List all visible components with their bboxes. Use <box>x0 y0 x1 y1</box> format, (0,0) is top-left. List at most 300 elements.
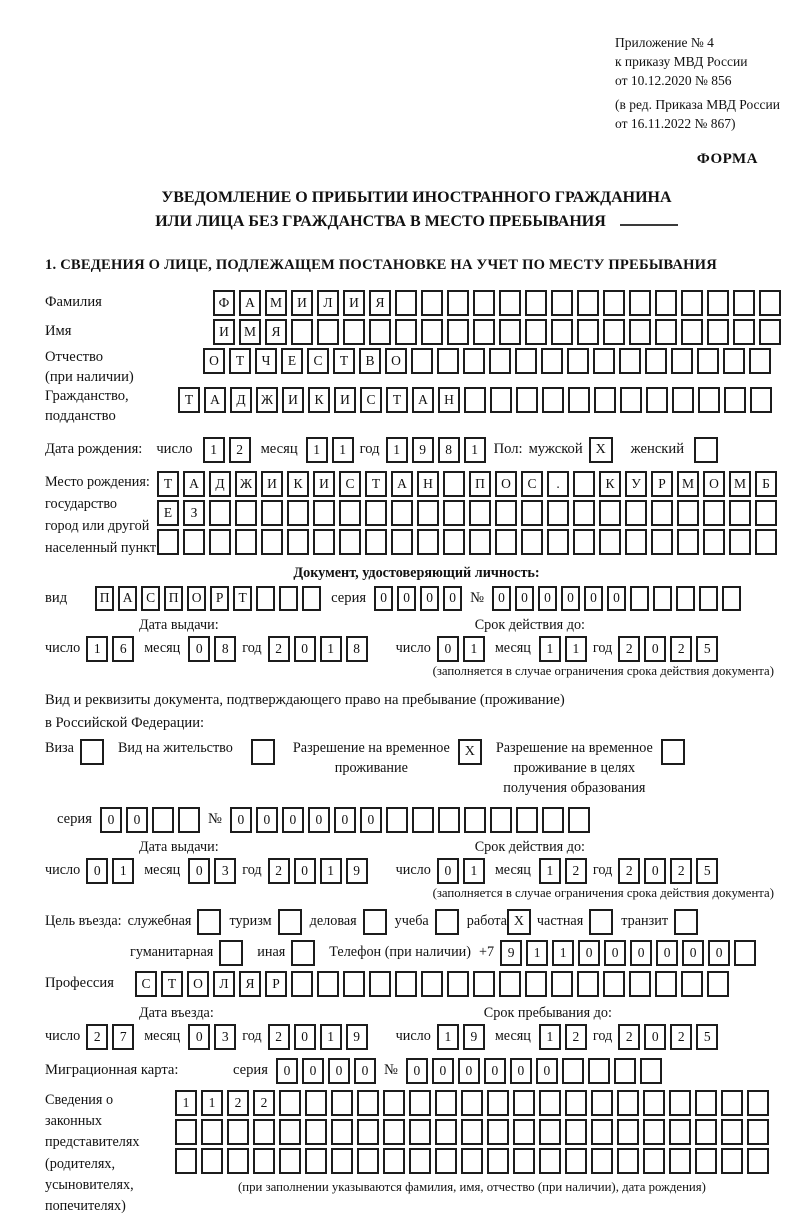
char-cell[interactable]: 2 <box>565 858 587 884</box>
char-cell[interactable]: 0 <box>406 1058 428 1084</box>
char-cell[interactable]: 1 <box>463 636 485 662</box>
char-cell[interactable]: 3 <box>214 1024 236 1050</box>
char-cell[interactable]: 1 <box>463 858 485 884</box>
char-cell[interactable] <box>513 1090 535 1116</box>
char-cell[interactable] <box>499 319 521 345</box>
char-cell[interactable] <box>591 1090 613 1116</box>
char-cell[interactable] <box>651 500 673 526</box>
char-cell[interactable] <box>157 529 179 555</box>
char-cell[interactable]: О <box>495 471 517 497</box>
char-cell[interactable] <box>733 290 755 316</box>
char-cell[interactable] <box>357 1119 379 1145</box>
char-cell[interactable]: А <box>391 471 413 497</box>
char-cell[interactable]: И <box>282 387 304 413</box>
char-cell[interactable]: М <box>265 290 287 316</box>
char-cell[interactable]: 2 <box>670 636 692 662</box>
char-cell[interactable]: Ч <box>255 348 277 374</box>
visa-checkbox[interactable] <box>80 739 104 765</box>
char-cell[interactable]: 0 <box>294 1024 316 1050</box>
char-cell[interactable] <box>591 1119 613 1145</box>
char-cell[interactable] <box>383 1119 405 1145</box>
char-cell[interactable]: Д <box>209 471 231 497</box>
char-cell[interactable]: 0 <box>188 636 210 662</box>
char-cell[interactable] <box>339 500 361 526</box>
char-cell[interactable] <box>515 348 537 374</box>
char-cell[interactable]: 0 <box>188 858 210 884</box>
purpose-official-checkbox[interactable] <box>197 909 221 935</box>
char-cell[interactable] <box>279 1119 301 1145</box>
char-cell[interactable] <box>593 348 615 374</box>
char-cell[interactable] <box>551 319 573 345</box>
char-cell[interactable] <box>630 586 649 611</box>
char-cell[interactable] <box>209 500 231 526</box>
char-cell[interactable]: 0 <box>360 807 382 833</box>
char-cell[interactable]: 0 <box>515 586 534 611</box>
char-cell[interactable]: Е <box>157 500 179 526</box>
char-cell[interactable] <box>343 971 365 997</box>
char-cell[interactable]: 2 <box>670 858 692 884</box>
char-cell[interactable] <box>525 971 547 997</box>
char-cell[interactable]: 0 <box>334 807 356 833</box>
purpose-private-checkbox[interactable] <box>589 909 613 935</box>
char-cell[interactable]: 2 <box>618 1024 640 1050</box>
char-cell[interactable] <box>409 1148 431 1174</box>
char-cell[interactable] <box>749 348 771 374</box>
char-cell[interactable] <box>567 348 589 374</box>
char-cell[interactable] <box>395 290 417 316</box>
char-cell[interactable] <box>386 807 408 833</box>
char-cell[interactable]: Ф <box>213 290 235 316</box>
char-cell[interactable] <box>183 529 205 555</box>
char-cell[interactable]: 0 <box>492 586 511 611</box>
char-cell[interactable] <box>487 1119 509 1145</box>
char-cell[interactable]: Т <box>386 387 408 413</box>
char-cell[interactable] <box>723 348 745 374</box>
purpose-transit-checkbox[interactable] <box>674 909 698 935</box>
char-cell[interactable]: 1 <box>320 858 342 884</box>
char-cell[interactable] <box>669 1148 691 1174</box>
char-cell[interactable] <box>755 500 777 526</box>
char-cell[interactable] <box>331 1090 353 1116</box>
char-cell[interactable] <box>629 319 651 345</box>
char-cell[interactable] <box>525 319 547 345</box>
char-cell[interactable]: 1 <box>552 940 574 966</box>
char-cell[interactable]: 0 <box>432 1058 454 1084</box>
char-cell[interactable] <box>603 319 625 345</box>
char-cell[interactable]: 0 <box>437 636 459 662</box>
char-cell[interactable] <box>620 387 642 413</box>
char-cell[interactable]: Т <box>157 471 179 497</box>
char-cell[interactable]: 1 <box>539 636 561 662</box>
char-cell[interactable]: 2 <box>268 1024 290 1050</box>
char-cell[interactable] <box>625 529 647 555</box>
char-cell[interactable]: 0 <box>644 636 666 662</box>
char-cell[interactable]: 6 <box>112 636 134 662</box>
char-cell[interactable] <box>383 1148 405 1174</box>
char-cell[interactable] <box>463 348 485 374</box>
char-cell[interactable] <box>253 1148 275 1174</box>
char-cell[interactable]: 0 <box>86 858 108 884</box>
char-cell[interactable] <box>178 807 200 833</box>
char-cell[interactable] <box>588 1058 610 1084</box>
char-cell[interactable] <box>461 1090 483 1116</box>
char-cell[interactable] <box>256 586 275 611</box>
char-cell[interactable] <box>175 1119 197 1145</box>
char-cell[interactable] <box>253 1119 275 1145</box>
char-cell[interactable]: Т <box>229 348 251 374</box>
char-cell[interactable] <box>640 1058 662 1084</box>
char-cell[interactable] <box>464 807 486 833</box>
char-cell[interactable] <box>421 290 443 316</box>
char-cell[interactable] <box>305 1119 327 1145</box>
char-cell[interactable]: 0 <box>607 586 626 611</box>
char-cell[interactable] <box>733 319 755 345</box>
char-cell[interactable] <box>201 1148 223 1174</box>
char-cell[interactable] <box>707 971 729 997</box>
char-cell[interactable] <box>729 529 751 555</box>
char-cell[interactable]: 1 <box>306 437 328 463</box>
char-cell[interactable] <box>227 1148 249 1174</box>
char-cell[interactable]: А <box>239 290 261 316</box>
char-cell[interactable] <box>707 319 729 345</box>
char-cell[interactable]: 0 <box>644 858 666 884</box>
char-cell[interactable]: 0 <box>397 586 416 611</box>
char-cell[interactable]: 0 <box>294 858 316 884</box>
char-cell[interactable] <box>331 1148 353 1174</box>
char-cell[interactable] <box>698 387 720 413</box>
char-cell[interactable]: С <box>307 348 329 374</box>
char-cell[interactable] <box>369 971 391 997</box>
char-cell[interactable]: 0 <box>604 940 626 966</box>
char-cell[interactable]: 0 <box>578 940 600 966</box>
char-cell[interactable]: М <box>239 319 261 345</box>
char-cell[interactable] <box>461 1119 483 1145</box>
char-cell[interactable]: 1 <box>320 1024 342 1050</box>
char-cell[interactable] <box>677 529 699 555</box>
char-cell[interactable]: Л <box>317 290 339 316</box>
char-cell[interactable] <box>551 290 573 316</box>
char-cell[interactable]: И <box>213 319 235 345</box>
char-cell[interactable] <box>734 940 756 966</box>
char-cell[interactable]: 2 <box>565 1024 587 1050</box>
char-cell[interactable] <box>525 290 547 316</box>
char-cell[interactable] <box>435 1148 457 1174</box>
char-cell[interactable]: 1 <box>437 1024 459 1050</box>
char-cell[interactable] <box>365 529 387 555</box>
char-cell[interactable] <box>721 1148 743 1174</box>
char-cell[interactable] <box>703 500 725 526</box>
char-cell[interactable] <box>568 387 590 413</box>
char-cell[interactable] <box>365 500 387 526</box>
char-cell[interactable] <box>317 971 339 997</box>
char-cell[interactable] <box>411 348 433 374</box>
char-cell[interactable]: 1 <box>86 636 108 662</box>
char-cell[interactable] <box>313 500 335 526</box>
char-cell[interactable] <box>383 1090 405 1116</box>
char-cell[interactable]: К <box>599 471 621 497</box>
char-cell[interactable] <box>722 586 741 611</box>
char-cell[interactable] <box>671 348 693 374</box>
char-cell[interactable] <box>521 529 543 555</box>
char-cell[interactable]: Ж <box>256 387 278 413</box>
purpose-work-checkbox[interactable]: X <box>507 909 531 935</box>
char-cell[interactable] <box>669 1119 691 1145</box>
char-cell[interactable] <box>291 319 313 345</box>
char-cell[interactable] <box>287 500 309 526</box>
char-cell[interactable] <box>235 529 257 555</box>
char-cell[interactable]: К <box>308 387 330 413</box>
char-cell[interactable] <box>421 319 443 345</box>
char-cell[interactable]: 8 <box>214 636 236 662</box>
char-cell[interactable] <box>521 500 543 526</box>
char-cell[interactable] <box>565 1090 587 1116</box>
char-cell[interactable]: . <box>547 471 569 497</box>
char-cell[interactable] <box>681 319 703 345</box>
char-cell[interactable]: Т <box>365 471 387 497</box>
char-cell[interactable]: И <box>291 290 313 316</box>
char-cell[interactable] <box>489 348 511 374</box>
char-cell[interactable] <box>573 500 595 526</box>
char-cell[interactable]: Т <box>333 348 355 374</box>
char-cell[interactable] <box>461 1148 483 1174</box>
char-cell[interactable] <box>209 529 231 555</box>
char-cell[interactable]: 2 <box>268 858 290 884</box>
char-cell[interactable] <box>565 1148 587 1174</box>
char-cell[interactable]: 2 <box>227 1090 249 1116</box>
char-cell[interactable] <box>357 1090 379 1116</box>
char-cell[interactable] <box>577 971 599 997</box>
char-cell[interactable]: 1 <box>539 1024 561 1050</box>
char-cell[interactable] <box>747 1119 769 1145</box>
char-cell[interactable]: 5 <box>696 636 718 662</box>
male-checkbox[interactable]: X <box>589 437 613 463</box>
char-cell[interactable] <box>435 1119 457 1145</box>
char-cell[interactable] <box>409 1119 431 1145</box>
char-cell[interactable]: Н <box>438 387 460 413</box>
char-cell[interactable] <box>279 1148 301 1174</box>
char-cell[interactable] <box>681 971 703 997</box>
char-cell[interactable] <box>629 290 651 316</box>
char-cell[interactable] <box>305 1148 327 1174</box>
char-cell[interactable] <box>302 586 321 611</box>
char-cell[interactable]: 2 <box>618 858 640 884</box>
char-cell[interactable]: Р <box>210 586 229 611</box>
char-cell[interactable]: Я <box>265 319 287 345</box>
char-cell[interactable]: Т <box>178 387 200 413</box>
char-cell[interactable] <box>759 319 781 345</box>
char-cell[interactable] <box>617 1119 639 1145</box>
char-cell[interactable]: 1 <box>464 437 486 463</box>
char-cell[interactable] <box>747 1148 769 1174</box>
char-cell[interactable] <box>227 1119 249 1145</box>
char-cell[interactable] <box>646 387 668 413</box>
char-cell[interactable]: 1 <box>565 636 587 662</box>
char-cell[interactable] <box>568 807 590 833</box>
char-cell[interactable]: 8 <box>438 437 460 463</box>
char-cell[interactable]: 9 <box>346 1024 368 1050</box>
char-cell[interactable] <box>697 348 719 374</box>
char-cell[interactable]: 0 <box>682 940 704 966</box>
char-cell[interactable]: 2 <box>618 636 640 662</box>
char-cell[interactable] <box>339 529 361 555</box>
char-cell[interactable] <box>412 807 434 833</box>
char-cell[interactable]: 1 <box>201 1090 223 1116</box>
char-cell[interactable]: А <box>183 471 205 497</box>
char-cell[interactable]: 7 <box>112 1024 134 1050</box>
char-cell[interactable] <box>499 971 521 997</box>
char-cell[interactable]: 0 <box>561 586 580 611</box>
char-cell[interactable] <box>724 387 746 413</box>
char-cell[interactable] <box>699 586 718 611</box>
char-cell[interactable] <box>695 1119 717 1145</box>
char-cell[interactable] <box>447 290 469 316</box>
char-cell[interactable] <box>261 500 283 526</box>
char-cell[interactable] <box>695 1148 717 1174</box>
char-cell[interactable]: 1 <box>112 858 134 884</box>
char-cell[interactable] <box>409 1090 431 1116</box>
char-cell[interactable]: П <box>164 586 183 611</box>
char-cell[interactable]: З <box>183 500 205 526</box>
char-cell[interactable] <box>391 529 413 555</box>
char-cell[interactable] <box>447 971 469 997</box>
char-cell[interactable]: О <box>385 348 407 374</box>
char-cell[interactable] <box>541 348 563 374</box>
char-cell[interactable]: С <box>135 971 157 997</box>
char-cell[interactable] <box>672 387 694 413</box>
char-cell[interactable]: П <box>469 471 491 497</box>
char-cell[interactable]: 0 <box>484 1058 506 1084</box>
char-cell[interactable] <box>643 1119 665 1145</box>
char-cell[interactable]: 0 <box>584 586 603 611</box>
char-cell[interactable] <box>721 1119 743 1145</box>
char-cell[interactable] <box>261 529 283 555</box>
char-cell[interactable] <box>614 1058 636 1084</box>
char-cell[interactable] <box>703 529 725 555</box>
char-cell[interactable]: 0 <box>644 1024 666 1050</box>
purpose-business-checkbox[interactable] <box>363 909 387 935</box>
char-cell[interactable] <box>599 500 621 526</box>
char-cell[interactable] <box>331 1119 353 1145</box>
char-cell[interactable] <box>152 807 174 833</box>
char-cell[interactable]: А <box>412 387 434 413</box>
char-cell[interactable] <box>287 529 309 555</box>
char-cell[interactable] <box>495 500 517 526</box>
char-cell[interactable]: 0 <box>256 807 278 833</box>
char-cell[interactable] <box>594 387 616 413</box>
char-cell[interactable] <box>473 971 495 997</box>
char-cell[interactable]: А <box>118 586 137 611</box>
char-cell[interactable]: 0 <box>510 1058 532 1084</box>
char-cell[interactable] <box>643 1148 665 1174</box>
char-cell[interactable] <box>655 319 677 345</box>
char-cell[interactable] <box>603 290 625 316</box>
char-cell[interactable] <box>487 1090 509 1116</box>
char-cell[interactable]: 0 <box>328 1058 350 1084</box>
char-cell[interactable] <box>629 971 651 997</box>
char-cell[interactable] <box>539 1119 561 1145</box>
char-cell[interactable]: 5 <box>696 858 718 884</box>
char-cell[interactable] <box>681 290 703 316</box>
char-cell[interactable] <box>487 1148 509 1174</box>
char-cell[interactable]: 0 <box>302 1058 324 1084</box>
char-cell[interactable]: С <box>521 471 543 497</box>
char-cell[interactable] <box>619 348 641 374</box>
char-cell[interactable] <box>417 500 439 526</box>
char-cell[interactable] <box>443 529 465 555</box>
char-cell[interactable] <box>313 529 335 555</box>
char-cell[interactable]: 0 <box>100 807 122 833</box>
char-cell[interactable] <box>759 290 781 316</box>
char-cell[interactable] <box>513 1148 535 1174</box>
char-cell[interactable] <box>625 500 647 526</box>
char-cell[interactable] <box>539 1090 561 1116</box>
rvp-education-checkbox[interactable] <box>661 739 685 765</box>
char-cell[interactable] <box>729 500 751 526</box>
residence-permit-checkbox[interactable] <box>251 739 275 765</box>
char-cell[interactable] <box>516 807 538 833</box>
char-cell[interactable]: 0 <box>354 1058 376 1084</box>
char-cell[interactable]: И <box>343 290 365 316</box>
char-cell[interactable] <box>547 500 569 526</box>
char-cell[interactable] <box>653 586 672 611</box>
char-cell[interactable] <box>469 529 491 555</box>
char-cell[interactable] <box>305 1090 327 1116</box>
char-cell[interactable]: О <box>203 348 225 374</box>
char-cell[interactable] <box>279 586 298 611</box>
purpose-study-checkbox[interactable] <box>435 909 459 935</box>
char-cell[interactable]: 0 <box>458 1058 480 1084</box>
char-cell[interactable] <box>435 1090 457 1116</box>
char-cell[interactable]: 2 <box>670 1024 692 1050</box>
char-cell[interactable] <box>369 319 391 345</box>
char-cell[interactable] <box>573 529 595 555</box>
char-cell[interactable]: 0 <box>443 586 462 611</box>
char-cell[interactable]: Ж <box>235 471 257 497</box>
char-cell[interactable]: Р <box>265 971 287 997</box>
char-cell[interactable] <box>201 1119 223 1145</box>
char-cell[interactable]: 2 <box>229 437 251 463</box>
char-cell[interactable]: 0 <box>294 636 316 662</box>
char-cell[interactable] <box>499 290 521 316</box>
char-cell[interactable] <box>317 319 339 345</box>
char-cell[interactable] <box>603 971 625 997</box>
char-cell[interactable] <box>655 290 677 316</box>
char-cell[interactable] <box>669 1090 691 1116</box>
char-cell[interactable] <box>395 319 417 345</box>
purpose-other-checkbox[interactable] <box>291 940 315 966</box>
char-cell[interactable]: 8 <box>346 636 368 662</box>
char-cell[interactable]: М <box>729 471 751 497</box>
char-cell[interactable] <box>707 290 729 316</box>
char-cell[interactable]: Б <box>755 471 777 497</box>
char-cell[interactable] <box>542 387 564 413</box>
char-cell[interactable] <box>617 1090 639 1116</box>
char-cell[interactable] <box>438 807 460 833</box>
char-cell[interactable]: Я <box>369 290 391 316</box>
char-cell[interactable]: 0 <box>188 1024 210 1050</box>
char-cell[interactable]: 0 <box>708 940 730 966</box>
char-cell[interactable]: 9 <box>346 858 368 884</box>
char-cell[interactable]: П <box>95 586 114 611</box>
char-cell[interactable]: С <box>360 387 382 413</box>
char-cell[interactable] <box>565 1119 587 1145</box>
char-cell[interactable] <box>417 529 439 555</box>
char-cell[interactable]: И <box>334 387 356 413</box>
char-cell[interactable]: 2 <box>253 1090 275 1116</box>
char-cell[interactable]: 0 <box>656 940 678 966</box>
char-cell[interactable]: 0 <box>126 807 148 833</box>
char-cell[interactable] <box>676 586 695 611</box>
